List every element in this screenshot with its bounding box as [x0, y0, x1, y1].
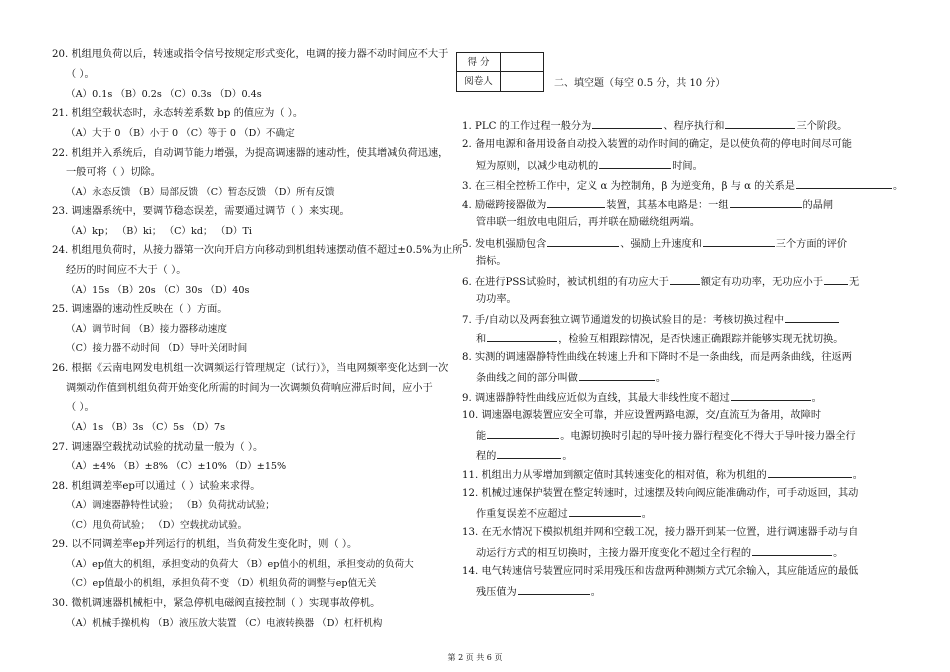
fill-blank-text: 。	[811, 393, 822, 404]
answer-blank[interactable]	[592, 118, 662, 129]
question-text: 26. 根据《云南电网发电机组一次调频运行管理规定（试行）》，当电网频率变化达到一次	[52, 363, 449, 374]
fill-blank-text: 作重复误差不应超过	[476, 509, 568, 520]
fill-blank-line	[462, 467, 863, 482]
question-options: （C）ep值最小的机组，承担负荷不变 （D）机组负荷的调整与ep值无关	[66, 578, 377, 589]
fill-blank-text: 9. 调速器静特性曲线应近似为直线，其最大非线性度不超过	[462, 393, 730, 404]
fill-blank-line	[462, 178, 903, 193]
answer-blank[interactable]	[785, 312, 839, 323]
answer-blank[interactable]	[752, 545, 832, 556]
fill-blank-line	[462, 274, 859, 289]
answer-blank[interactable]	[730, 197, 802, 208]
question-options: （A）大于 0 （B）小于 0 （C）等于 0 （D）不确定	[66, 128, 295, 139]
question-text: 27. 调速器空载扰动试验的扰动量一般为（ ）。	[52, 442, 264, 453]
fill-blank-line	[476, 293, 517, 306]
question-options: （A）1s （B）3s （C）5s （D）7s	[66, 422, 226, 433]
question-text: （ ）。	[66, 402, 95, 413]
fill-blank-text: 指标。	[476, 256, 507, 267]
fill-blank-line	[476, 506, 652, 521]
score-box	[456, 52, 544, 92]
fill-blank-text: 残压值为	[476, 587, 517, 598]
question-options: （A）永态反馈 （B）局部反馈 （C）暂态反馈 （D）所有反馈	[66, 187, 335, 198]
fill-blank-text: 。	[590, 587, 601, 598]
fill-blank-line	[476, 255, 507, 268]
fill-blank-text: 、强励上升速度和	[620, 239, 702, 250]
fill-blank-line	[462, 526, 858, 539]
question-options: （A）15s （B）20s （C）30s （D）40s	[66, 285, 250, 296]
fill-blank-line	[462, 197, 833, 212]
answer-blank[interactable]	[768, 467, 852, 478]
fill-blank-text: 4. 励磁跨接器做为	[462, 200, 547, 211]
fill-blank-text: 功功率。	[476, 294, 517, 305]
answer-blank[interactable]	[579, 370, 655, 381]
fill-blank-line	[462, 138, 852, 151]
answer-blank[interactable]	[703, 236, 775, 247]
fill-blank-line	[476, 370, 666, 385]
fill-blank-text: 无	[849, 277, 860, 288]
question-text: 25. 调速器的速动性反映在（ ）方面。	[52, 304, 228, 315]
answer-blank[interactable]	[796, 178, 892, 189]
answer-blank[interactable]	[487, 428, 559, 439]
fill-blank-line	[476, 545, 843, 560]
fill-blank-text: 程的	[476, 451, 497, 462]
fill-blank-text: 装置，其基本电路是：一组	[606, 200, 729, 211]
fill-blank-text: 。	[833, 548, 844, 559]
fill-blank-line	[462, 236, 847, 251]
answer-blank[interactable]	[725, 118, 795, 129]
section-title-fill-blank: 二、填空题（每空 0.5 分，共 10 分）	[554, 78, 726, 89]
fill-blank-text: ，检验互相跟踪情况，是否快速正确跟踪并能够实现无扰切换。	[558, 334, 844, 345]
fill-blank-text: 2. 备用电源和备用设备自动投入装置的动作时间的确定，是以使负荷的停电时间尽可能	[462, 139, 852, 150]
fill-blank-line	[462, 565, 858, 578]
question-text: 经历的时间应不大于（ ）。	[66, 265, 187, 276]
fill-blank-text: 5. 发电机强励包含	[462, 239, 547, 250]
fill-blank-line	[476, 331, 843, 346]
fill-blank-text: 。	[655, 373, 667, 384]
question-text: 20. 机组甩负荷以后，转速或指令信号按规定形式变化，电调的接力器不动时间应不大于	[52, 49, 449, 60]
answer-blank[interactable]	[497, 448, 561, 459]
question-text: 21. 机组空载状态时，永态转差系数 bp 的值应为（ ）。	[52, 108, 304, 119]
fill-blank-text: 和	[476, 334, 487, 345]
fill-blank-text: 。	[562, 451, 573, 462]
fill-blank-text: 。	[893, 181, 904, 192]
question-text: 调频动作值到机组负荷开始变化所需的时间为一次调频负荷响应滞后时间，应小于	[66, 383, 433, 394]
page-footer: 第 2 页 共 6 页	[447, 653, 503, 662]
fill-blank-line	[462, 487, 858, 500]
answer-blank[interactable]	[518, 584, 590, 595]
question-text: 28. 机组调差率ep可以通过（ ）试验来求得。	[52, 481, 261, 492]
question-options: （A）调节时间 （B）接力器移动速度	[66, 324, 227, 335]
fill-blank-text: 7. 手/自动以及两套独立调节通道发的切换试验目的是：考核切换过程中	[462, 315, 785, 326]
fill-blank-text: 、程序执行和	[663, 121, 725, 132]
fill-blank-text: 14. 电气转速信号装置应同时采用残压和齿盘两种测频方式冗余输入，其应能适应的最低	[462, 566, 859, 577]
question-options: （A）±4% （B）±8% （C）±10% （D）±15%	[66, 461, 287, 472]
fill-blank-text: 。	[852, 470, 863, 481]
fill-blank-text: 额定有功功率，无功应小于	[700, 277, 824, 288]
question-text: 30. 微机调速器机械柜中，紧急停机电磁阀直接控制（ ）实现事故停机。	[52, 598, 381, 609]
fill-blank-line	[462, 390, 822, 405]
answer-blank[interactable]	[599, 158, 671, 169]
question-text: 24. 机组甩负荷时，从接力器第一次向开启方向移动到机组转速摆动值不超过±0.5%为止所	[52, 245, 463, 256]
fill-blank-text: 时间。	[672, 161, 703, 172]
question-options: （A）ep值大的机组，承担变动的负荷大 （B）ep值小的机组，承担变动的负荷大	[66, 559, 414, 570]
fill-blank-line	[476, 428, 856, 443]
fill-blank-text: 能	[476, 431, 487, 442]
fill-blank-line	[462, 312, 840, 327]
question-options: （A）调速器静特性试验； （B）负荷扰动试验；	[66, 500, 275, 511]
question-text: 29. 以不同调差率ep并列运行的机组，当负荷发生变化时，则（ ）。	[52, 539, 358, 550]
question-options: （C）甩负荷试验； （D）空载扰动试验。	[66, 520, 248, 531]
fill-blank-text: 条曲线之间的部分叫做	[476, 373, 578, 384]
fill-blank-text: 动运行方式的相互切换时，主接力器开度变化不超过全行程的	[476, 548, 752, 559]
fill-blank-line	[476, 158, 703, 173]
fill-blank-text: 6. 在进行PSS试验时，被试机组的有功应大于	[462, 277, 669, 288]
fill-blank-text: 3. 在三相全控桥工作中，定义 α 为控制角，β 为逆变角，β 与 α 的关系是	[462, 181, 795, 192]
score-label: 得 分	[457, 53, 501, 71]
fill-blank-text: 。电源切换时引起的导叶接力器行程变化不得大于导叶接力器全行	[560, 431, 856, 442]
fill-blank-line	[462, 409, 821, 422]
fill-blank-line	[476, 216, 700, 229]
answer-blank[interactable]	[824, 274, 848, 285]
answer-blank[interactable]	[731, 390, 811, 401]
answer-blank[interactable]	[547, 197, 605, 208]
answer-blank[interactable]	[487, 331, 557, 342]
fill-blank-text: 。	[641, 509, 652, 520]
fill-blank-text: 管串联一组放电电阻后，再并联在励磁绕组两端。	[476, 217, 701, 228]
fill-blank-line	[462, 351, 852, 364]
question-text: （ ）。	[66, 69, 95, 80]
fill-blank-text: 的晶闸	[802, 200, 834, 211]
answer-blank[interactable]	[569, 506, 641, 517]
fill-blank-text: 13. 在无水情况下模拟机组并网和空载工况，接力器开到某一位置，进行调速器手动与自	[462, 527, 859, 538]
fill-blank-text: 8. 实测的调速器静特性曲线在转速上升和下降时不是一条曲线，而是两条曲线，往返两	[462, 352, 852, 363]
fill-blank-text: 三个阶段。	[796, 121, 848, 132]
question-options: （A）0.1s （B）0.2s （C）0.3s （D）0.4s	[66, 89, 262, 100]
reviewer-row	[457, 72, 543, 92]
fill-blank-line	[476, 584, 601, 599]
answer-blank[interactable]	[547, 236, 619, 247]
reviewer-label: 阅卷人	[457, 72, 501, 92]
fill-blank-text: 1. PLC 的工作过程一般分为	[462, 121, 592, 132]
question-text: 23. 调速器系统中，要调节稳态误差，需要通过调节（ ）来实现。	[52, 206, 350, 217]
fill-blank-text: 短为原则，以减少电动机的	[476, 161, 599, 172]
question-options: （A）kp； （B）ki； （C）kd； （D）Ti	[66, 226, 252, 237]
score-row	[457, 53, 543, 72]
fill-blank-text: 11. 机组出力从零增加到额定值时其转速变化的相对值，称为机组的	[462, 470, 767, 481]
question-options: （A）机械手操机构 （B）液压放大装置 （C）电液转换器 （D）杠杆机构	[66, 618, 383, 629]
fill-blank-line	[476, 448, 573, 463]
fill-blank-line	[462, 118, 847, 133]
fill-blank-text: 10. 调速器电源装置应安全可靠，并应设置两路电源，交/直流互为备用，故障时	[462, 410, 822, 421]
fill-blank-text: 12. 机械过速保护装置在整定转速时，过速摆及转向阀应能准确动作，可手动返回，其动	[462, 488, 859, 499]
question-text: 22. 机组并入系统后，自动调节能力增强，为提高调速器的速动性，使其增减负荷迅速，	[52, 148, 449, 159]
answer-blank[interactable]	[670, 274, 700, 285]
question-options: （C）接力器不动时间 （D）导叶关闭时间	[66, 343, 248, 354]
fill-blank-text: 三个方面的评价	[775, 239, 848, 250]
question-text: 一般可将（ ）切除。	[66, 167, 161, 178]
